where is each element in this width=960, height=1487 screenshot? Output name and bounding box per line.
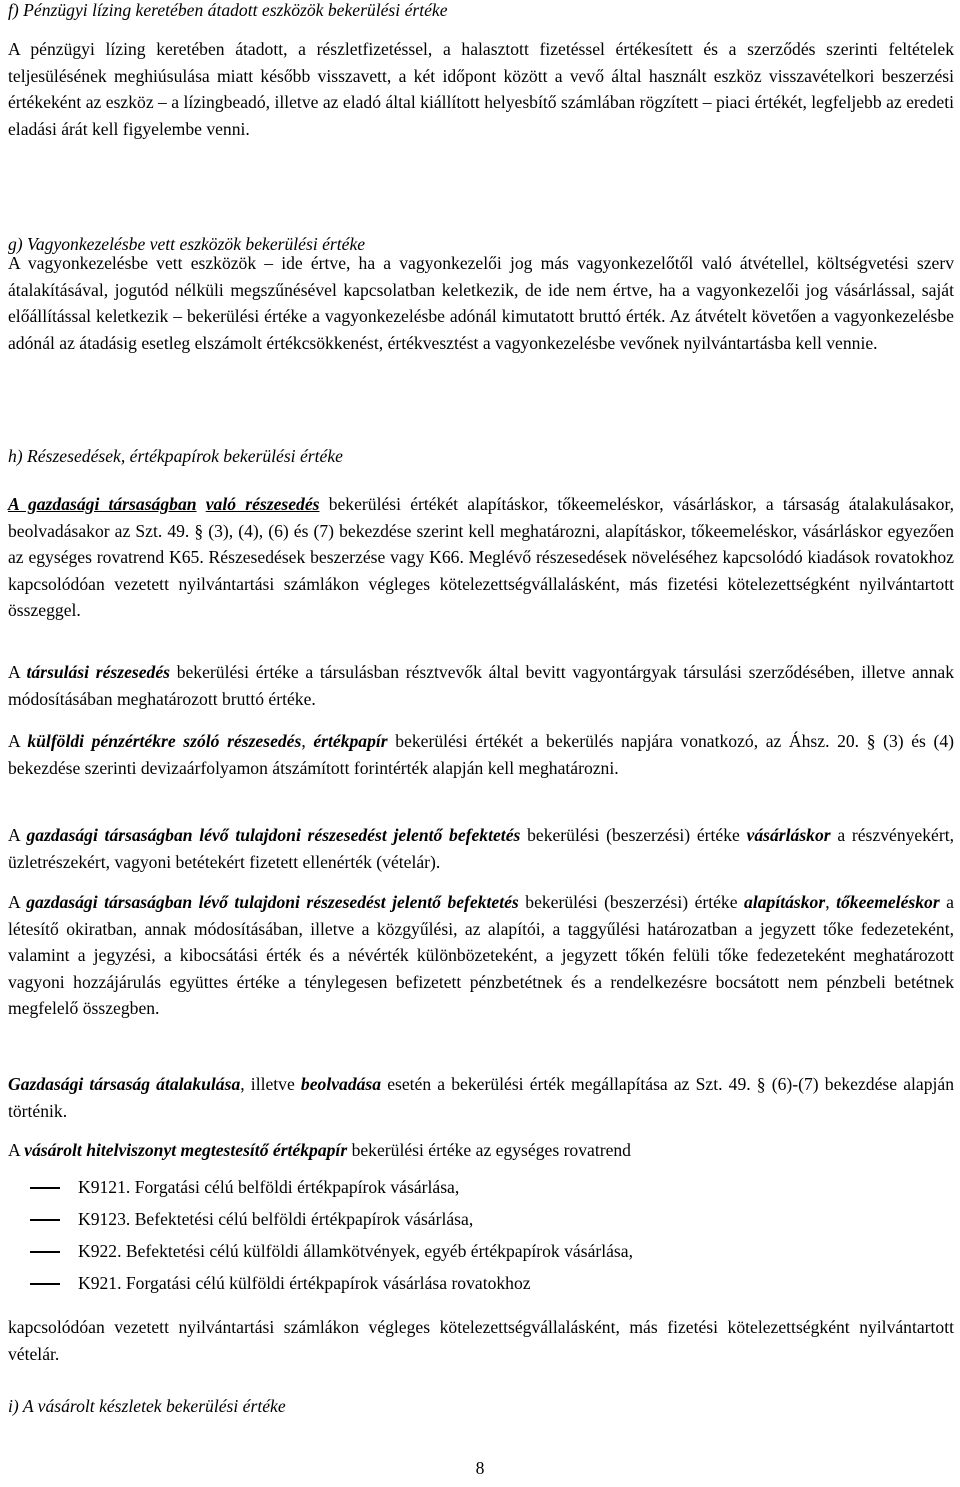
paragraph-text: bekerülési (beszerzési) értéke — [520, 825, 747, 845]
list-item-text: K922. Befektetési célú külföldi államkötvények, egyéb értékpapírok vásárlása, — [78, 1241, 633, 1261]
paragraph-text: esetén a bekerülési érték megállapítása az Szt. 49. § (6)-(7) bekezdése alapján történik. — [8, 1074, 954, 1121]
dash-bullet — [30, 1283, 60, 1285]
emphasis-alapitaskor: alapításkor — [744, 892, 826, 912]
section-i-heading: i) A vásárolt készletek bekerülési értéke — [8, 1396, 286, 1416]
section-f-body — [8, 36, 954, 142]
paragraph-text: bekerülési értéke az egységes rovatrend — [347, 1140, 631, 1160]
paragraph-text: A — [8, 731, 28, 751]
dash-bullet — [30, 1219, 60, 1221]
list-item-text: K9123. Befektetési célú belföldi értékpapírok vásárlása, — [78, 1209, 474, 1229]
page-number: 8 — [475, 1458, 485, 1478]
emphasis-gazdasagi-tarsasagban: A gazdasági társaságban — [8, 494, 197, 514]
section-h-paragraph-1 — [8, 491, 954, 624]
emphasis-valo-reszesedes: való részesedés — [205, 494, 320, 514]
paragraph-text: bekerülési értékét alapításkor, tőkeemeléskor, vásárláskor, a társaság átalakulásakor, beolvadásakor az Szt. 49. § (3), (4), (6) és (7) bekezdése szerint kell meghatározni, alapításkor, tőkeemeléskor, vásárláskor egyezően az egységes rovatrend K65. Részesedések beszerzése vagy K66. Meglévő részesedések növeléséhez kapcsolódó kiadások rovatokhoz kapcsolódóan vezetett nyilvántartási számlákon végleges kötelezettségvállalásként, más fizetési kötelezettségként nyilvántartott összeggel. — [8, 494, 954, 621]
section-g-heading: g) Vagyonkezelésbe vett eszközök bekerülési értéke — [8, 234, 366, 254]
emphasis-atalakulasa: Gazdasági társaság átalakulása — [8, 1074, 241, 1094]
section-h-paragraph-8 — [8, 1314, 954, 1367]
section-g-body — [8, 250, 954, 356]
section-h-paragraph-3 — [8, 728, 954, 781]
emphasis-tulajdoni-reszesedes: gazdasági társaságban lévő tulajdoni részesedést jelentő befektetés — [26, 825, 521, 845]
dash-bullet — [30, 1187, 60, 1189]
section-h-paragraph-7 — [8, 1137, 954, 1164]
list-item — [8, 1203, 954, 1235]
section-h-heading: h) Részesedések, értékpapírok bekerülési értéke — [8, 446, 343, 466]
paragraph-text: a létesítő okiratban, annak módosításában, illetve a közgyűlési, az alapítói, a taggyűlési határozatban a jegyzett tőke fedezeteként, valamint a jegyzési, a kibocsátási érték és a névérték különbözeteként, a jegyzett tőkén felüli tőke fedezeteként meghatározott vagyoni hozzájárulás együttes értéke a ténylegesen befizetett pénzbetétnek és a rendelkezésre bocsátott nem pénzbeli betétnek megfelelő összegben. — [8, 892, 954, 1019]
section-f-paragraph: A pénzügyi lízing keretében átadott, a részletfizetéssel, a halasztott fizetéssel értékesített és a szerződés szerinti feltételek teljesülésének meghiúsulása miatt később visszavett, a két időpont között a vevő által használt eszköz visszavételkori beszerzési értékeként az eszköz ‒ a lízingbeadó, illetve az eladó által kiállított helyesbítő számlában rögzített ‒ piaci értékét, legfeljebb az eredeti eladási árát kell figyelembe venni. — [8, 39, 954, 139]
emphasis-kulfoldi-penzertek: külföldi pénzértékre szóló részesedés — [27, 731, 302, 751]
list-item — [8, 1235, 954, 1267]
paragraph-text: A — [8, 825, 27, 845]
emphasis-vasarlaskor: vásárláskor — [746, 825, 831, 845]
section-h-paragraph-2 — [8, 659, 954, 712]
section-i — [8, 1396, 954, 1416]
list-item — [8, 1267, 954, 1299]
paragraph-text: , illetve — [240, 1074, 301, 1094]
paragraph-text: a részvényekért, üzletrészekért, vagyoni betétekért fizetett ellenérték (vételár). — [8, 825, 954, 872]
list-item — [8, 1171, 954, 1203]
list-item-text: K9121. Forgatási célú belföldi értékpapírok vásárlása, — [78, 1177, 460, 1197]
paragraph-text: bekerülési értékét a bekerülés napjára vonatkozó, az Áhsz. 20. § (3) és (4) bekezdése szerinti devizaárfolyamon átszámított forintérték alapján kell meghatározni. — [8, 731, 954, 778]
section-f-heading: f) Pénzügyi lízing keretében átadott eszközök bekerülési értéke — [8, 0, 448, 20]
paragraph-text: bekerülési (beszerzési) értéke — [518, 892, 745, 912]
paragraph-text: A — [8, 892, 27, 912]
paragraph-text: A — [8, 662, 27, 682]
section-h-paragraph-4 — [8, 822, 954, 875]
rovat-list — [8, 1171, 954, 1299]
paragraph-text: kapcsolódóan vezetett nyilvántartási számlákon végleges kötelezettségvállalásként, más fizetési kötelezettségként nyilvántartott vételár. — [8, 1317, 954, 1364]
separator: , — [301, 731, 314, 751]
emphasis-hitelviszonyt: vásárolt hitelviszonyt megtestesítő értékpapír — [24, 1140, 348, 1160]
paragraph-text: bekerülési értéke a társulásban résztvevők által bevitt vagyontárgyak társulási szerződésében, illetve annak módosításában meghatározott bruttó értéke. — [8, 662, 954, 709]
section-h-paragraph-6 — [8, 1071, 954, 1124]
section-h-paragraph-5 — [8, 889, 954, 1022]
emphasis-tulajdoni-reszesedes: gazdasági társaságban lévő tulajdoni részesedést jelentő befektetés — [26, 892, 519, 912]
section-h — [8, 446, 954, 466]
dash-bullet — [30, 1251, 60, 1253]
list-item-text: K921. Forgatási célú külföldi értékpapírok vásárlása rovatokhoz — [78, 1273, 531, 1293]
section-f — [8, 0, 954, 20]
emphasis-beolvadasa: beolvadása — [300, 1074, 382, 1094]
emphasis-tarsulasi-reszesedes: társulási részesedés — [26, 662, 170, 682]
emphasis-tokeemeleskor: tőkeemeléskor — [836, 892, 940, 912]
emphasis-ertekpapir: értékpapír — [313, 731, 388, 751]
separator: , — [825, 892, 837, 912]
section-g-paragraph: A vagyonkezelésbe vett eszközök ‒ ide értve, ha a vagyonkezelői jog más vagyonkezelőtől való átvétellel, költségvetési szerv átalakításával, jogutód nélküli megszűnésével kapcsolatban keletkezik, de ide nem értve, ha a vagyonkezelői jog vásárlással, saját előállítással keletkezik ‒ bekerülési értéke a vagyonkezelésbe adónál kimutatott bruttó érték. Az átvételt követően a vagyonkezelésbe adónál az átadásig esetleg elszámolt értékcsökkenést, értékvesztést a vagyonkezelésbe vevőnek nyilvántartásba kell vennie. — [8, 253, 954, 353]
paragraph-text: A — [8, 1140, 25, 1160]
